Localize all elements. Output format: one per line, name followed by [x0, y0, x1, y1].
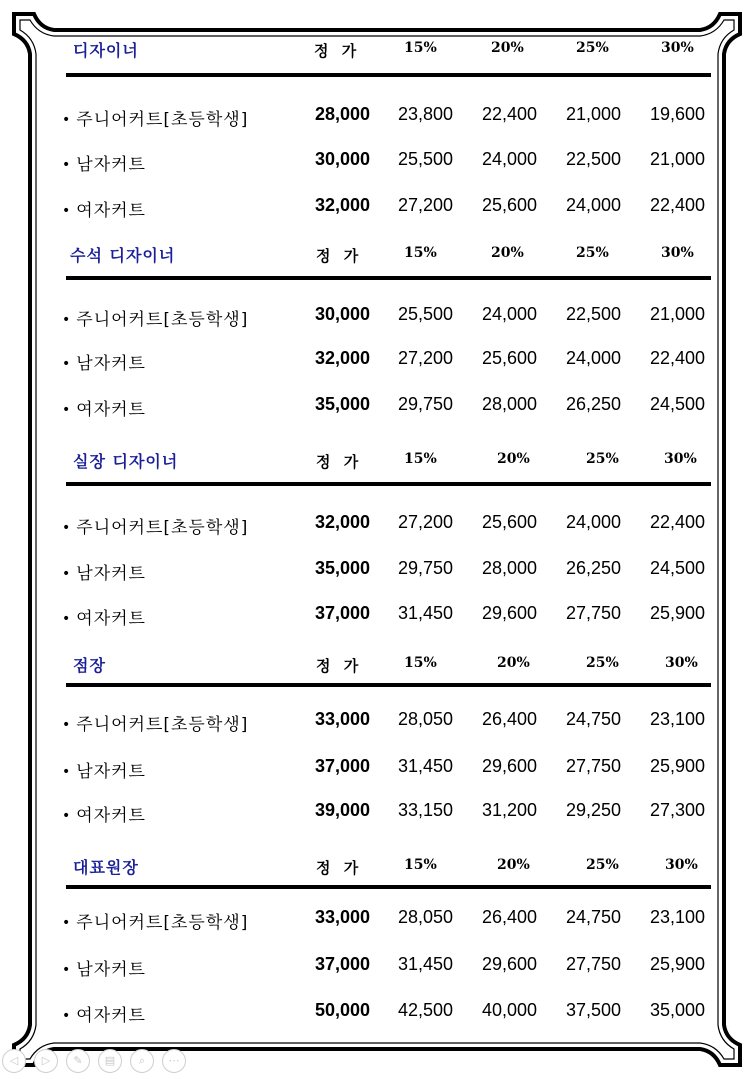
discount-price: 25,600 — [481, 348, 537, 368]
service-item — [62, 395, 146, 420]
regular-price: 35,000 — [314, 394, 370, 414]
discount-price: 28,050 — [397, 709, 453, 729]
service-item — [62, 559, 146, 584]
service-item — [62, 105, 248, 130]
column-header-discount: 25% — [586, 655, 619, 671]
service-name: 여자커트 — [76, 1006, 146, 1026]
discount-price: 42,500 — [397, 1000, 453, 1020]
service-item — [62, 305, 248, 330]
service-name: 남자커트 — [76, 762, 146, 782]
column-header-discount: 30% — [665, 655, 698, 671]
regular-price: 33,000 — [314, 907, 370, 927]
discount-price: 26,250 — [565, 558, 621, 578]
discount-price: 23,800 — [397, 104, 453, 124]
bullet-icon: • — [62, 962, 72, 978]
service-name: 주니어커트[초등학생] — [76, 518, 249, 538]
discount-price: 27,200 — [397, 195, 453, 215]
discount-price: 40,000 — [481, 1000, 537, 1020]
column-header-discount: 20% — [491, 40, 524, 56]
discount-price: 22,400 — [649, 512, 705, 532]
discount-price: 21,000 — [565, 104, 621, 124]
bullet-icon: • — [62, 566, 72, 582]
more-icon[interactable]: ⋯ — [162, 1049, 186, 1073]
discount-price: 19,600 — [649, 104, 705, 124]
discount-price: 35,000 — [649, 1000, 705, 1020]
discount-price: 27,200 — [397, 348, 453, 368]
discount-price: 29,600 — [481, 954, 537, 974]
discount-price: 28,000 — [481, 558, 537, 578]
column-header-discount: 15% — [404, 857, 437, 873]
section-title: 점장 — [73, 656, 106, 675]
service-name: 주니어커트[초등학생] — [76, 310, 249, 330]
discount-price: 31,450 — [397, 756, 453, 776]
discount-price: 23,100 — [649, 709, 705, 729]
discount-price: 22,500 — [565, 149, 621, 169]
discount-price: 21,000 — [649, 149, 705, 169]
service-item — [62, 150, 146, 175]
service-name: 남자커트 — [76, 960, 146, 980]
pen-icon[interactable]: ✎ — [66, 1049, 90, 1073]
bullet-icon: • — [62, 112, 72, 128]
service-item — [62, 604, 146, 629]
discount-price: 25,600 — [481, 195, 537, 215]
discount-price: 33,150 — [397, 800, 453, 820]
discount-price: 29,250 — [565, 800, 621, 820]
service-item — [62, 1001, 146, 1026]
discount-price: 26,250 — [565, 394, 621, 414]
column-header-price: 정 가 — [314, 42, 361, 60]
discount-price: 26,400 — [481, 709, 537, 729]
bullet-icon: • — [62, 915, 72, 931]
service-name: 주니어커트[초등학생] — [76, 110, 249, 130]
column-header-discount: 25% — [586, 451, 619, 467]
column-header-price: 정 가 — [316, 453, 363, 471]
discount-price: 29,750 — [397, 394, 453, 414]
service-name: 여자커트 — [76, 609, 146, 629]
section-divider — [66, 73, 711, 77]
bullet-icon: • — [62, 157, 72, 173]
section-title: 실장 디자이너 — [73, 452, 179, 471]
discount-price: 24,000 — [565, 195, 621, 215]
discount-price: 27,750 — [565, 954, 621, 974]
discount-price: 29,750 — [397, 558, 453, 578]
bullet-icon: • — [62, 520, 72, 536]
zoom-icon[interactable]: ⌕ — [130, 1049, 154, 1073]
discount-price: 37,500 — [565, 1000, 621, 1020]
service-name: 남자커트 — [76, 155, 146, 175]
regular-price: 30,000 — [314, 304, 370, 324]
discount-price: 25,600 — [481, 512, 537, 532]
regular-price: 32,000 — [314, 348, 370, 368]
discount-price: 31,200 — [481, 800, 537, 820]
service-item — [62, 801, 146, 826]
service-item — [62, 757, 146, 782]
discount-price: 23,100 — [649, 907, 705, 927]
section-divider — [66, 683, 711, 687]
arrow-left-icon[interactable]: ◁ — [2, 1049, 26, 1073]
column-header-discount: 30% — [661, 40, 694, 56]
column-header-discount: 25% — [576, 40, 609, 56]
column-header-discount: 30% — [664, 451, 697, 467]
discount-price: 24,750 — [565, 907, 621, 927]
discount-price: 24,000 — [481, 149, 537, 169]
service-item — [62, 955, 146, 980]
regular-price: 35,000 — [314, 558, 370, 578]
discount-price: 31,450 — [397, 603, 453, 623]
discount-price: 24,000 — [481, 304, 537, 324]
bullet-icon: • — [62, 356, 72, 372]
service-item — [62, 908, 248, 933]
discount-price: 24,000 — [565, 512, 621, 532]
section-title: 대표원장 — [73, 858, 139, 877]
discount-price: 25,900 — [649, 756, 705, 776]
regular-price: 28,000 — [314, 104, 370, 124]
discount-price: 24,500 — [649, 394, 705, 414]
column-header-discount: 30% — [665, 857, 698, 873]
regular-price: 32,000 — [314, 195, 370, 215]
service-item — [62, 196, 146, 221]
discount-price: 24,750 — [565, 709, 621, 729]
discount-price: 21,000 — [649, 304, 705, 324]
discount-price: 26,400 — [481, 907, 537, 927]
column-header-discount: 20% — [497, 655, 530, 671]
section-divider — [66, 885, 711, 889]
column-header-discount: 30% — [661, 245, 694, 261]
discount-price: 24,000 — [565, 348, 621, 368]
arrow-right-icon[interactable]: ▷ — [34, 1049, 58, 1073]
column-header-discount: 15% — [404, 40, 437, 56]
column-header-discount: 15% — [404, 451, 437, 467]
service-name: 여자커트 — [76, 806, 146, 826]
bullet-icon: • — [62, 808, 72, 824]
regular-price: 30,000 — [314, 149, 370, 169]
service-name: 주니어커트[초등학생] — [76, 715, 249, 735]
service-item — [62, 349, 146, 374]
discount-price: 25,900 — [649, 603, 705, 623]
service-name: 남자커트 — [76, 564, 146, 584]
regular-price: 37,000 — [314, 603, 370, 623]
bullet-icon: • — [62, 1008, 72, 1024]
bullet-icon: • — [62, 611, 72, 627]
regular-price: 37,000 — [314, 954, 370, 974]
column-header-discount: 15% — [404, 655, 437, 671]
discount-price: 31,450 — [397, 954, 453, 974]
column-header-discount: 25% — [586, 857, 619, 873]
discount-price: 28,050 — [397, 907, 453, 927]
regular-price: 50,000 — [314, 1000, 370, 1020]
discount-price: 25,900 — [649, 954, 705, 974]
service-name: 여자커트 — [76, 201, 146, 221]
section-divider — [66, 482, 711, 486]
discount-price: 27,300 — [649, 800, 705, 820]
regular-price: 39,000 — [314, 800, 370, 820]
column-header-discount: 15% — [404, 245, 437, 261]
slides-icon[interactable]: ▤ — [98, 1049, 122, 1073]
column-header-price: 정 가 — [316, 247, 363, 265]
regular-price: 33,000 — [314, 709, 370, 729]
regular-price: 37,000 — [314, 756, 370, 776]
service-item — [62, 710, 248, 735]
bullet-icon: • — [62, 402, 72, 418]
discount-price: 27,200 — [397, 512, 453, 532]
discount-price: 25,500 — [397, 304, 453, 324]
section-divider — [66, 276, 711, 280]
discount-price: 22,400 — [649, 195, 705, 215]
discount-price: 22,400 — [481, 104, 537, 124]
bullet-icon: • — [62, 764, 72, 780]
column-header-discount: 20% — [491, 245, 524, 261]
discount-price: 29,600 — [481, 756, 537, 776]
bullet-icon: • — [62, 312, 72, 328]
service-name: 주니어커트[초등학생] — [76, 913, 249, 933]
section-title: 수석 디자이너 — [70, 246, 176, 265]
discount-price: 27,750 — [565, 756, 621, 776]
service-name: 남자커트 — [76, 354, 146, 374]
column-header-price: 정 가 — [316, 657, 363, 675]
regular-price: 32,000 — [314, 512, 370, 532]
column-header-discount: 20% — [497, 857, 530, 873]
bullet-icon: • — [62, 203, 72, 219]
slide-navigation[interactable] — [2, 1049, 186, 1073]
discount-price: 22,400 — [649, 348, 705, 368]
section-title: 디자이너 — [73, 41, 139, 60]
column-header-discount: 25% — [576, 245, 609, 261]
discount-price: 29,600 — [481, 603, 537, 623]
discount-price: 24,500 — [649, 558, 705, 578]
bullet-icon: • — [62, 717, 72, 733]
discount-price: 22,500 — [565, 304, 621, 324]
column-header-price: 정 가 — [316, 859, 363, 877]
column-header-discount: 20% — [497, 451, 530, 467]
discount-price: 28,000 — [481, 394, 537, 414]
service-item — [62, 513, 248, 538]
service-name: 여자커트 — [76, 400, 146, 420]
discount-price: 25,500 — [397, 149, 453, 169]
discount-price: 27,750 — [565, 603, 621, 623]
